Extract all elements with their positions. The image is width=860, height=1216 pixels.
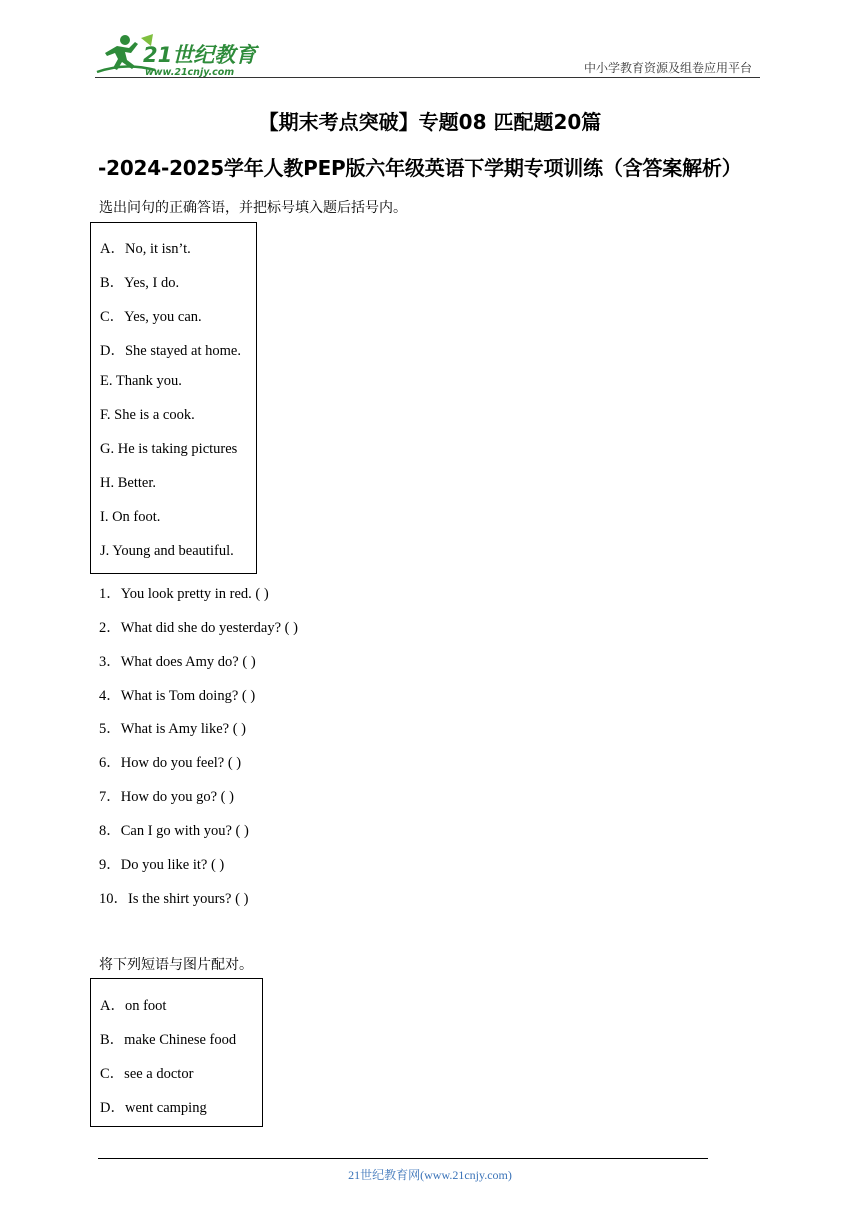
- question-item: 6．How do you feel? ( ): [99, 755, 242, 771]
- question-item: 3．What does Amy do? ( ): [99, 654, 256, 670]
- option-item: H. Better.: [100, 475, 156, 491]
- option-item: D．She stayed at home.: [100, 343, 241, 359]
- question-item: 5．What is Amy like? ( ): [99, 721, 246, 737]
- footer-link[interactable]: 21世纪教育网(www.21cnjy.com): [348, 1168, 512, 1182]
- option-item: A．No, it isn’t.: [100, 241, 191, 257]
- option-item: B．Yes, I do.: [100, 275, 180, 291]
- logo-url: www.21cnjy.com: [145, 67, 235, 78]
- question-item: 7．How do you go? ( ): [99, 789, 234, 805]
- footer-divider: [98, 1158, 708, 1159]
- option-item: F. She is a cook.: [100, 407, 195, 423]
- section1-options-box: [90, 222, 257, 574]
- logo-text: 21世纪教育: [143, 43, 257, 67]
- option-item: C．see a doctor: [100, 1066, 194, 1082]
- question-item: 1．You look pretty in red. ( ): [99, 586, 269, 602]
- page-subtitle: -2024-2025学年人教PEP版六年级英语下学期专项训练（含答案解析）: [98, 156, 742, 180]
- header-platform-name: 中小学教育资源及组卷应用平台: [583, 61, 752, 75]
- option-item: B．make Chinese food: [100, 1032, 237, 1048]
- question-item: 4．What is Tom doing? ( ): [99, 688, 256, 704]
- question-item: 10．Is the shirt yours? ( ): [99, 891, 249, 907]
- header-divider: [95, 77, 760, 78]
- option-item: C．Yes, you can.: [100, 309, 202, 325]
- option-item: A．on foot: [100, 998, 167, 1014]
- section2-options-box: [90, 978, 263, 1127]
- page-title: 【期末考点突破】专题08 匹配题20篇: [258, 110, 602, 134]
- question-item: 2．What did she do yesterday? ( ): [99, 620, 298, 636]
- option-item: D．went camping: [100, 1100, 207, 1116]
- section1-instruction: 选出问句的正确答语，并把标号填入题后括号内。: [99, 200, 407, 216]
- option-item: I. On foot.: [100, 509, 161, 525]
- page-header: [95, 30, 760, 80]
- option-item: J. Young and beautiful.: [100, 543, 234, 559]
- site-logo: [95, 32, 265, 78]
- question-item: 9．Do you like it? ( ): [99, 857, 225, 873]
- option-item: G. He is taking pictures: [100, 441, 238, 457]
- section2-instruction: 将下列短语与图片配对。: [99, 957, 253, 973]
- question-item: 8．Can I go with you? ( ): [99, 823, 249, 839]
- option-item: E. Thank you.: [100, 373, 182, 389]
